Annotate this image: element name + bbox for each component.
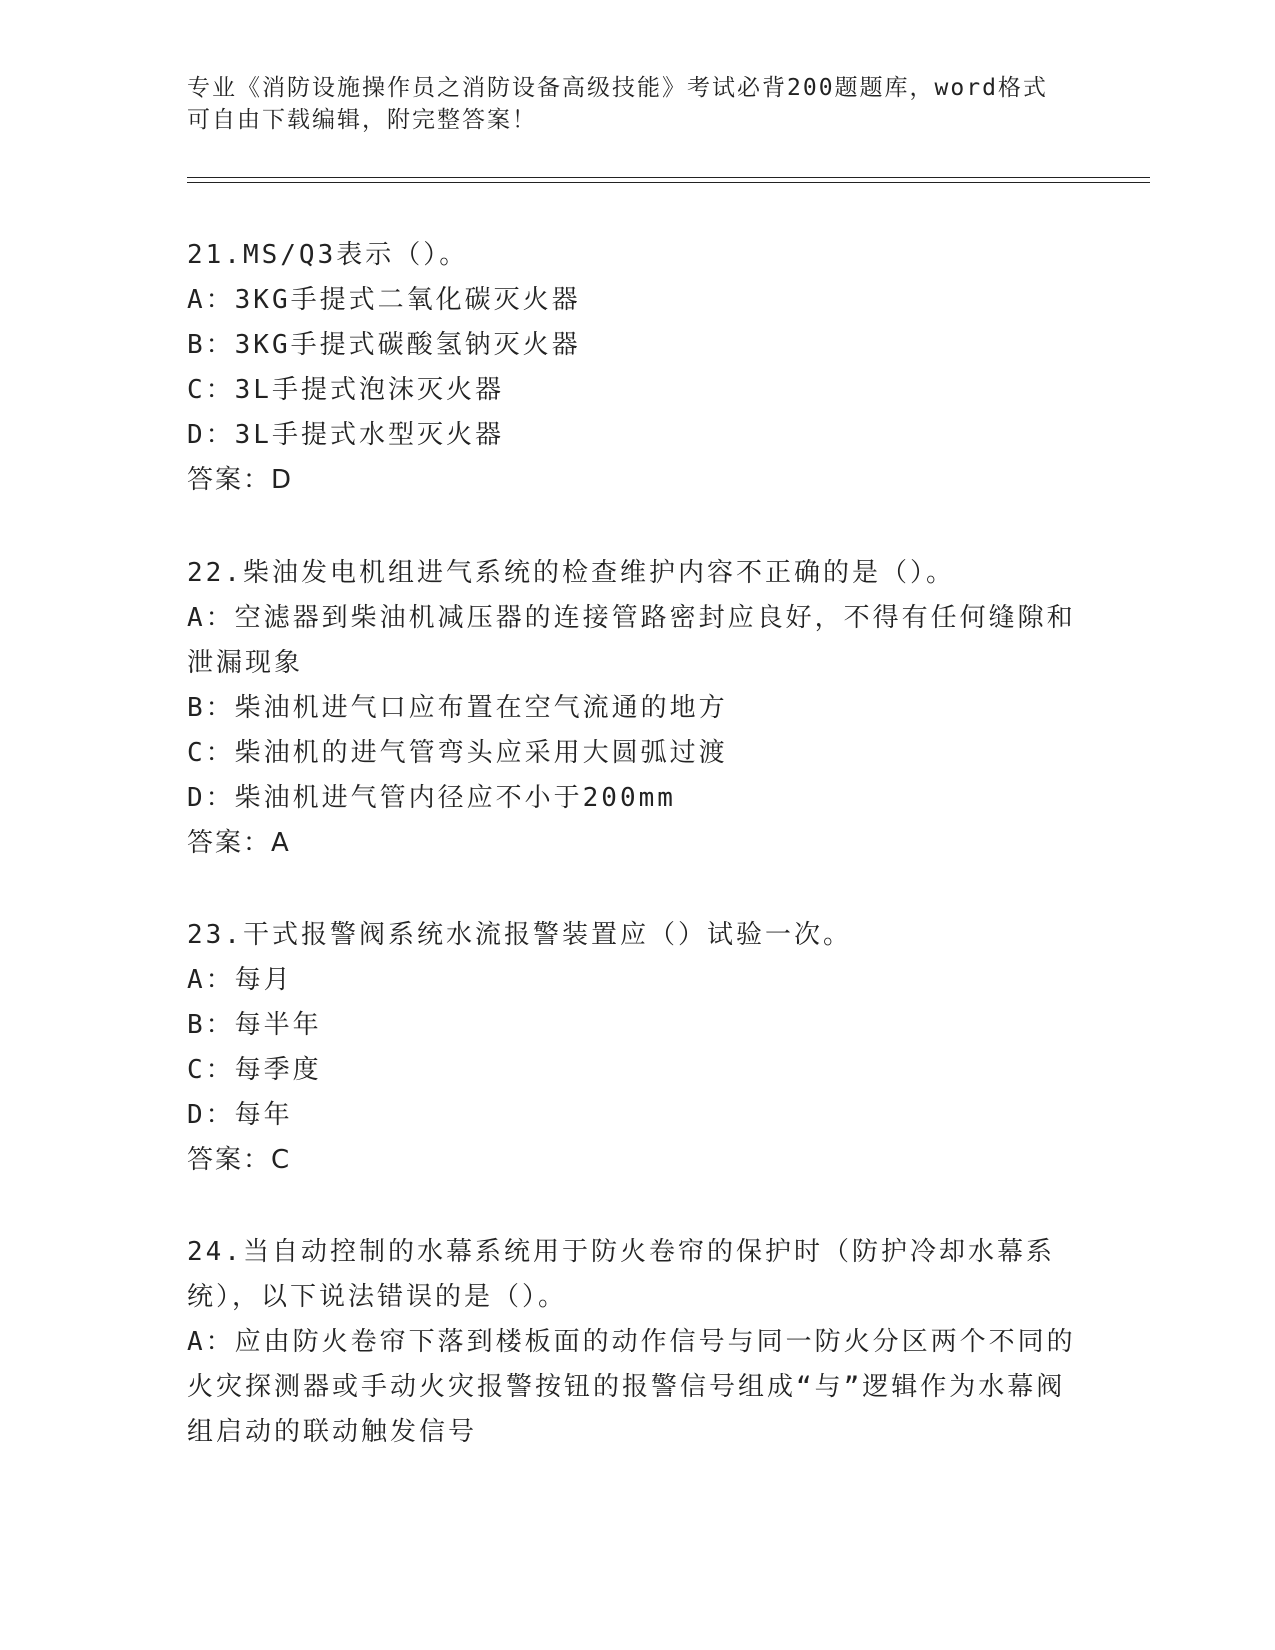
option-a: A：3KG手提式二氧化碳灭火器 [187,285,581,315]
header-divider-top [187,177,1150,178]
option-d: D：3L手提式水型灭火器 [187,420,504,450]
option-b: B：每半年 [187,1010,322,1040]
option-b: B：柴油机进气口应布置在空气流通的地方 [187,693,728,723]
option-c: C：柴油机的进气管弯头应采用大圆弧过渡 [187,738,728,768]
option-d: D：柴油机进气管内径应不小于200mm [187,783,676,813]
header-intro-text: 专业《消防设施操作员之消防设备高级技能》考试必背200题题库，word格式可自由下载编辑，附完整答案！ [187,75,1048,133]
question-stem: 22.柴油发电机组进气系统的检查维护内容不正确的是（）。 [187,558,955,588]
option-c: C：每季度 [187,1055,322,1085]
option-c: C：3L手提式泡沫灭火器 [187,375,504,405]
question-22 [187,551,1077,866]
answer-label: 答案：A [187,828,291,858]
question-21 [187,233,1077,503]
option-b: B：3KG手提式碳酸氢钠灭火器 [187,330,581,360]
question-stem: 24.当自动控制的水幕系统用于防火卷帘的保护时（防护冷却水幕系统），以下说法错误的是（）。 [187,1237,1055,1312]
option-a: A：应由防火卷帘下落到楼板面的动作信号与同一防火分区两个不同的火灾探测器或手动火灾报警按钮的报警信号组成“与”逻辑作为水幕阀组启动的联动触发信号 [187,1327,1076,1447]
option-a: A：每月 [187,965,293,995]
option-a: A：空滤器到柴油机减压器的连接管路密封应良好，不得有任何缝隙和泄漏现象 [187,603,1076,678]
header-divider-bottom [187,182,1150,183]
question-24 [187,1230,1077,1455]
answer-label: 答案：C [187,1145,292,1175]
option-d: D：每年 [187,1100,293,1130]
answer-label: 答案：D [187,465,294,495]
question-stem: 21.MS/Q3表示（）。 [187,240,469,270]
question-23 [187,913,1077,1183]
question-stem: 23.干式报警阀系统水流报警装置应（）试验一次。 [187,920,852,950]
document-header [187,72,1067,136]
